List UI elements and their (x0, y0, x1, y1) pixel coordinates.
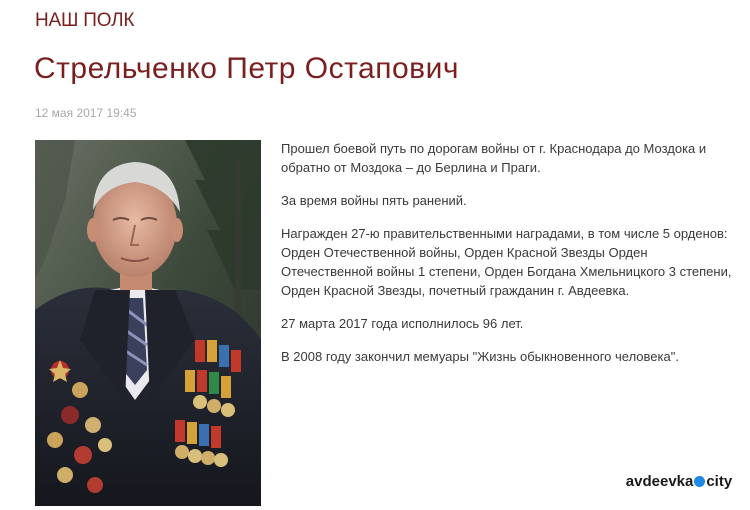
article-paragraph-1: Прошел боевой путь по дорогам войны от г. Краснодара до Моздока и обратно от Моздока – до Берлина и Праги. (281, 141, 707, 175)
watermark-dot-icon (694, 476, 705, 487)
article-paragraph-2: За время войны пять ранений. (281, 193, 467, 208)
article-paragraph-4: 27 марта 2017 года исполнилось 96 лет. (281, 316, 524, 331)
article-body (281, 139, 741, 380)
section-label[interactable]: НАШ ПОЛК (35, 10, 135, 31)
portrait-photo (35, 140, 261, 506)
watermark-left-text: avdeevka (625, 472, 694, 490)
page-title: Стрельченко Петр Остапович (34, 52, 459, 85)
post-date: 12 мая 2017 19:45 (35, 106, 137, 120)
portrait-illustration (35, 140, 261, 506)
article-paragraph-5: В 2008 году закончил мемуары "Жизнь обыкновенного человека". (281, 349, 679, 364)
site-watermark (623, 469, 735, 493)
article-paragraph-3: Награжден 27-ю правительственными наградами, в том числе 5 орденов: Орден Отечественной войны, Орден Красной Звезды Орден Отечественной войны 1 степени, Орден Богдана Хмельницкого 3 степени, Орден Красной Звезды, почетный гражданин г. Авдеевка. (281, 226, 732, 298)
watermark-right-text: city (706, 472, 733, 490)
